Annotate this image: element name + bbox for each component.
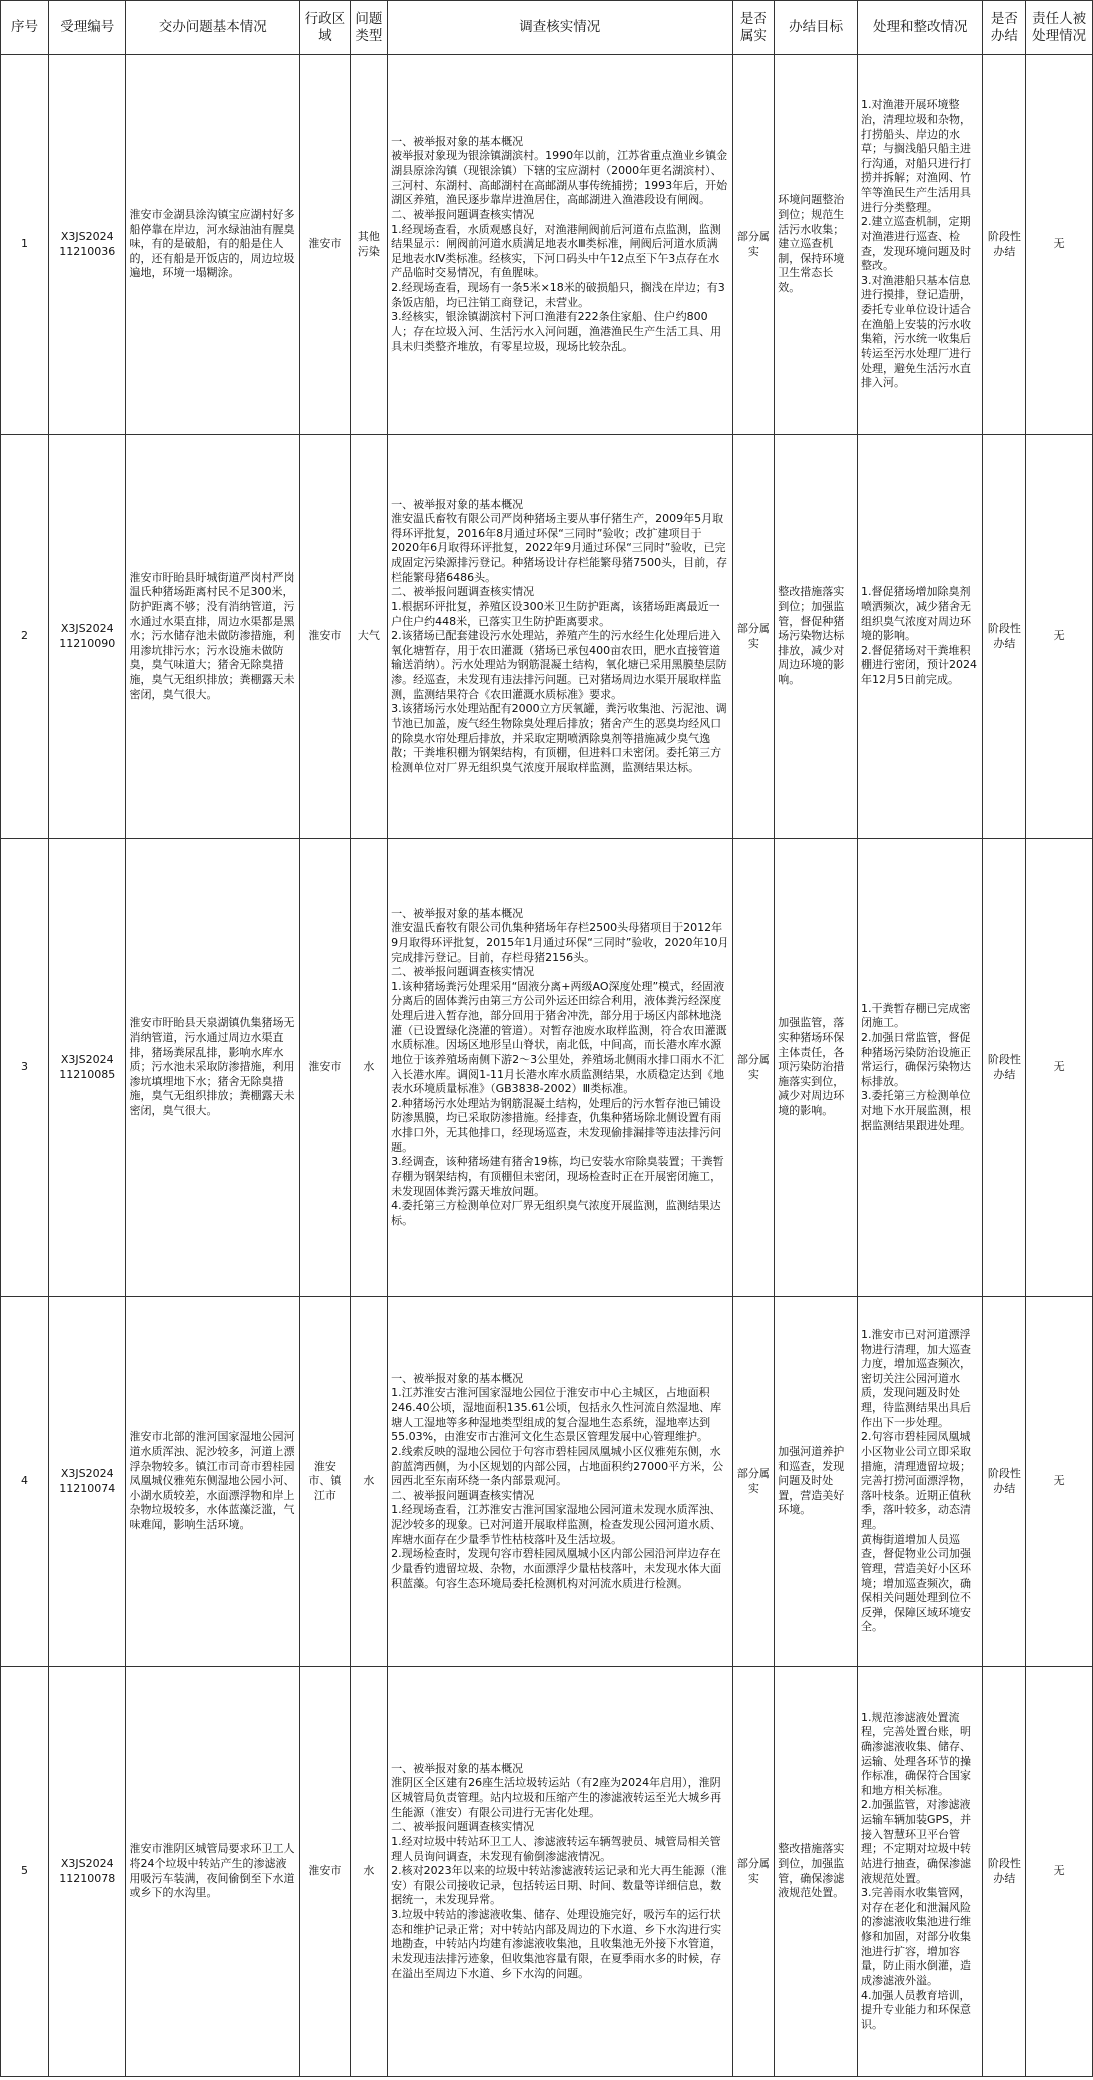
row-number: 2: [1, 435, 49, 839]
problem-type: 水: [350, 1297, 387, 1667]
problem-description: 淮安市盱眙县盱城街道严岗村严岗温氏种猪场距离村民不足300米，防护距离不够；没有消纳管道，污水通过水渠直排，周边水渠都是黑水；污水储存池未做防渗措施，利用渗坑排污水；污水设施未做防臭，臭气味道大；猪舍无除臭措施，臭气无组织排放；粪棚露天未密闭，臭气很大。: [126, 435, 300, 839]
table-row: [1, 1667, 1093, 2077]
investigation: 一、被举报对象的基本概况 淮安温氏畜牧有限公司仇集种猪场年存栏2500头母猪项目于2012年9月取得环评批复，2015年1月通过环保“三同时”验收，2020年10月完成排污登记。目前，存栏母猪2156头。 二、被举报问题调查核实情况 1.该种猪场粪污处理采用“固液分离+两级AO深度处理”模式，经固液分离后的固体粪污由第三方公司外运还田综合利用，液体粪污经深度处理后进入暂存池，部分回用于猪舍冲洗，部分用于场区内部林地浇灌（已设置绿化浇灌的管道）。对暂存池废水取样监测，符合农田灌溉水质标准。因场区地形呈山脊状，南北低，中间高，而长港水库水源地位于该养殖场南侧下游2～3公里处，养殖场北侧雨水排口雨水不汇入长港水库。调阅1-11月长港水库水质监测结果，水质稳定达到《地表水环境质量标准》（GB3838-2002）Ⅲ类标准。 2.种猪场污水处理站为钢筋混凝土结构，处理后的污水暂存池已铺设防渗黑膜，均已采取防渗措施。经排查，仇集种猪场除北侧设置有雨水排口外，无其他排口，经现场巡查，未发现偷排漏排等违法排污问题。 3.经调查，该种猪场建有猪舍19栋，均已安装水帘除臭装置；干粪暂存棚为钢架结构，有顶棚但未密闭，现场检查时正在开展密闭施工，未发现固体粪污露天堆放问题。 4.委托第三方检测单位对厂界无组织臭气浓度开展监测，监测结果达标。: [388, 839, 732, 1297]
is-completed: 阶段性办结: [983, 435, 1026, 839]
problem-description: 淮安市淮阴区城管局要求环卫工人将24个垃圾中转站产生的渗滤液用吸污车装满，夜间偷倒至下水道或乡下的水沟里。: [126, 1667, 300, 2077]
table-row: [1, 839, 1093, 1297]
header-cell: 序号: [1, 1, 49, 55]
problem-type: 大气: [350, 435, 387, 839]
problem-type: 水: [350, 1667, 387, 2077]
problem-type: 其他污染: [350, 55, 387, 435]
region: 淮安市: [300, 839, 351, 1297]
completion-goal: 整改措施落实到位，加强监管，确保渗滤液规范处置。: [775, 1667, 858, 2077]
problem-type: 水: [350, 839, 387, 1297]
table-row: [1, 1297, 1093, 1667]
table-row: [1, 435, 1093, 839]
acceptance-id: X3JS2024 11210085: [49, 839, 126, 1297]
is-true: 部分属实: [732, 435, 775, 839]
responsible-person: 无: [1026, 55, 1093, 435]
is-true: 部分属实: [732, 55, 775, 435]
handling: 1.规范渗滤液处置流程，完善处置台账，明确渗滤液收集、储存、运输、处理各环节的操作标准，确保符合国家和地方相关标准。 2.加强监管，对渗滤液运输车辆加装GPS，并接入智慧环卫平台管理；不定期对垃圾中转站进行抽查，确保渗滤液规范处置。 3.完善雨水收集管网，对存在老化和泄漏风险的渗滤液收集池进行维修和加固，对部分收集池进行扩容，增加容量，防止雨水倒灌，造成渗滤液外溢。 4.加强人员教育培训，提升专业能力和环保意识。: [857, 1667, 982, 2077]
row-number: 5: [1, 1667, 49, 2077]
is-true: 部分属实: [732, 1297, 775, 1667]
header-cell: 责任人被处理情况: [1026, 1, 1093, 55]
is-completed: 阶段性办结: [983, 55, 1026, 435]
handling: 1.对渔港开展环境整治，清理垃圾和杂物，打捞船头、岸边的水草；与搁浅船只船主进行沟通，对船只进行打捞并拆解；对渔网、竹竿等渔民生产生活用具进行分类整理。 2.建立巡查机制，定期对渔港进行巡查、检查，发现环境问题及时整改。 3.对渔港船只基本信息进行摸排，登记造册，委托专业单位设计适合在渔船上安装的污水收集箱，污水统一收集后转运至污水处理厂进行处理，避免生活污水直排入河。: [857, 55, 982, 435]
investigation: 一、被举报对象的基本概况 淮阴区全区建有26座生活垃圾转运站（有2座为2024年启用），淮阴区城管局负责管理。站内垃圾和压缩产生的渗滤液转运至光大城乡再生能源（淮安）有限公司进行无害化处理。 二、被举报问题调查核实情况 1.经对垃圾中转站环卫工人、渗滤液转运车辆驾驶员、城管局相关管理人员询问调查，未发现有偷倒渗滤液情况。 2.核对2023年以来的垃圾中转站渗滤液转运记录和光大再生能源（淮安）有限公司接收记录，包括转运日期、时间、数量等详细信息，数据统一，未发现异常。 3.垃圾中转站的渗滤液收集、储存、处理设施完好，吸污车的运行状态和维护记录正常；对中转站内部及周边的下水道、乡下水沟进行实地勘查，中转站内均建有渗滤液收集池，且收集池无外接下水管道，未发现违法排污迹象，但收集池容量有限，在夏季雨水多的时候，存在溢出至周边下水道、乡下水沟的问题。: [388, 1667, 732, 2077]
header-cell: 处理和整改情况: [857, 1, 982, 55]
responsible-person: 无: [1026, 1667, 1093, 2077]
region: 淮安市: [300, 435, 351, 839]
problem-description: 淮安市盱眙县天泉湖镇仇集猪场无消纳管道，污水通过周边水渠直排，猪场粪尿乱排，影响水库水质；污水池未采取防渗措施，利用渗坑填埋地下水；猪舍无除臭措施，臭气无组织排放；粪棚露天未密闭，臭气很大。: [126, 839, 300, 1297]
problem-description: 淮安市北部的淮河国家湿地公园河道水质浑浊、泥沙较多，河道上漂浮杂物较多。镇江市司奇市碧桂园凤凰城仪雅苑东侧湿地公园小河、小湖水质较差，水面漂浮物和岸上杂物垃圾较多，水体蓝藻泛滥，气味难闻，影响生活环境。: [126, 1297, 300, 1667]
header-cell: 调查核实情况: [388, 1, 732, 55]
header-cell: 办结目标: [775, 1, 858, 55]
region: 淮安市: [300, 1667, 351, 2077]
table-row: [1, 55, 1093, 435]
completion-goal: 加强监管，落实种猪场环保主体责任，各项污染防治措施落实到位，减少对周边环境的影响。: [775, 839, 858, 1297]
header-cell: 交办问题基本情况: [126, 1, 300, 55]
acceptance-id: X3JS2024 11210090: [49, 435, 126, 839]
investigation: 一、被举报对象的基本概况 淮安温氏畜牧有限公司严岗种猪场主要从事仔猪生产，2009年5月取得环评批复，2016年8月通过环保“三同时”验收；改扩建项目于2020年6月取得环评批复，2022年9月通过环保“三同时”验收，已完成固定污染源排污登记。种猪场设计存栏能繁母猪7500头，目前，存栏能繁母猪6486头。 二、被举报问题调查核实情况 1.根据环评批复，养殖区设300米卫生防护距离，该猪场距离最近一户住户约448米，已落实卫生防护距离要求。 2.该猪场已配套建设污水处理站，养殖产生的污水经生化处理后进入氧化塘暂存，用于农田灌溉（猪场已承包400亩农田，肥水直接管道输送消纳）。污水处理站为钢筋混凝土结构，氧化塘已采用黑膜垫层防渗。经巡查，未发现有违法排污问题。已对猪场周边水渠开展取样监测，监测结果符合《农田灌溉水质标准》要求。 3.该猪场污水处理站配有2000立方厌氧罐，粪污收集池、污泥池、调节池已加盖，废气经生物除臭处理后排放；猪舍产生的恶臭均经风口的除臭水帘处理后排放，并采取定期喷洒除臭剂等措施减少臭气逸散；干粪堆积棚为钢架结构，有顶棚，但进料口未密闭。委托第三方检测单位对厂界无组织臭气浓度开展取样监测，监测结果达标。: [388, 435, 732, 839]
row-number: 3: [1, 839, 49, 1297]
is-completed: 阶段性办结: [983, 1667, 1026, 2077]
acceptance-id: X3JS2024 11210078: [49, 1667, 126, 2077]
is-completed: 阶段性办结: [983, 1297, 1026, 1667]
header-cell: 受理编号: [49, 1, 126, 55]
header-cell: 行政区域: [300, 1, 351, 55]
responsible-person: 无: [1026, 1297, 1093, 1667]
completion-goal: 整改措施落实到位；加强监管，督促种猪场污染物达标排放，减少对周边环境的影响。: [775, 435, 858, 839]
acceptance-id: X3JS2024 11210036: [49, 55, 126, 435]
is-true: 部分属实: [732, 1667, 775, 2077]
region: 淮安市、镇江市: [300, 1297, 351, 1667]
is-true: 部分属实: [732, 839, 775, 1297]
header-cell: 是否办结: [983, 1, 1026, 55]
problem-description: 淮安市金湖县涂沟镇宝应湖村好多船停靠在岸边，河水绿油油有腥臭味，有的是破船，有的船是住人的，还有船是开饭店的，周边垃圾遍地，环境一塌糊涂。: [126, 55, 300, 435]
header-cell: 是否属实: [732, 1, 775, 55]
completion-goal: 环境问题整治到位；规范生活污水收集；建立巡查机制，保持环境卫生常态长效。: [775, 55, 858, 435]
investigation: 一、被举报对象的基本概况 被举报对象现为银涂镇湖滨村。1990年以前，江苏省重点渔业乡镇金湖县原涂沟镇（现银涂镇）下辖的宝应湖村（2000年更名湖滨村）、三河村、东湖村、高邮湖村在高邮湖从事传统捕捞；1993年后，开始湖区养殖，渔民逐步靠岸进渔居住，高邮湖进入渔港段设有闸阀。 二、被举报问题调查核实情况 1.经现场查看，水质观感良好，对渔港闸阀前后河道布点监测，监测结果显示：闸阀前河道水质满足地表水Ⅲ类标准，闸阀后河道水质满足地表水Ⅳ类标准。经核实，下河口码头中午12点至下午3点存在水产品临时交易情况，有鱼腥味。 2.经现场查看，现场有一条5米×18米的破损船只，搁浅在岸边；有3条饭店船，均已注销工商登记，未营业。 3.经核实，银涂镇湖滨村下河口渔港有222条住家船、住户约800人；存在垃圾入河、生活污水入河问题，渔港渔民生产生活工具、用具未归类整齐堆放，有零星垃圾，现场比较杂乱。: [388, 55, 732, 435]
handling: 1.督促猪场增加除臭剂喷洒频次，减少猪舍无组织臭气浓度对周边环境的影响。 2.督促猪场对干粪堆积棚进行密闭，预计2024年12月5日前完成。: [857, 435, 982, 839]
region: 淮安市: [300, 55, 351, 435]
is-completed: 阶段性办结: [983, 839, 1026, 1297]
acceptance-id: X3JS2024 11210074: [49, 1297, 126, 1667]
row-number: 4: [1, 1297, 49, 1667]
header-cell: 问题类型: [350, 1, 387, 55]
header-row: [1, 1, 1093, 55]
responsible-person: 无: [1026, 839, 1093, 1297]
handling: 1.淮安市已对河道漂浮物进行清理，加大巡查力度，增加巡查频次，密切关注公园河道水质，发现问题及时处理，待监测结果出具后作出下一步处理。 2.句容市碧桂园凤凰城小区物业公司立即采取措施，清理遗留垃圾；完善打捞河面漂浮物，落叶枝条。近期正值秋季，落叶较多，动态清理。 黄梅街道增加人员巡查，督促物业公司加强管理，营造美好小区环境；增加巡查频次，确保相关问题处理到位不反弹，保障区域环境安全。: [857, 1297, 982, 1667]
completion-goal: 加强河道养护和巡查，发现问题及时处置，营造美好环境。: [775, 1297, 858, 1667]
handling: 1.干粪暂存棚已完成密闭施工。 2.加强日常监管，督促种猪场污染防治设施正常运行，确保污染物达标排放。 3.委托第三方检测单位对地下水开展监测，根据监测结果跟进处理。: [857, 839, 982, 1297]
investigation: 一、被举报对象的基本概况 1.江苏淮安古淮河国家湿地公园位于淮安市中心主城区，占地面积246.40公顷，湿地面积135.61公顷，包括永久性河流自然湿地、库塘人工湿地等多种湿地类型组成的复合湿地生态系统，湿地率达到55.03%，由淮安市古淮河文化生态景区管理发展中心管理维护。 2.线索反映的湿地公园位于句容市碧桂园凤凰城小区仪雅苑东侧，水韵蓝湾西侧，为小区规划的内部公园，占地面积约27000平方米，公园西北至东南环绕一条内部景观河。 二、被举报问题调查核实情况 1.经现场查看，江苏淮安古淮河国家湿地公园河道未发现水质浑浊、泥沙较多的现象。已对河道开展取样监测，检查发现公园河道水质、库塘水面存在少量季节性枯枝落叶及生活垃圾。 2.现场检查时，发现句容市碧桂园凤凰城小区内部公园沿河岸边存在少量香钓遗留垃圾、杂物，水面漂浮少量枯枝落叶，未发现水体大面积蓝藻。句容生态环境局委托检测机构对河流水质进行检测。: [388, 1297, 732, 1667]
responsible-person: 无: [1026, 435, 1093, 839]
row-number: 1: [1, 55, 49, 435]
